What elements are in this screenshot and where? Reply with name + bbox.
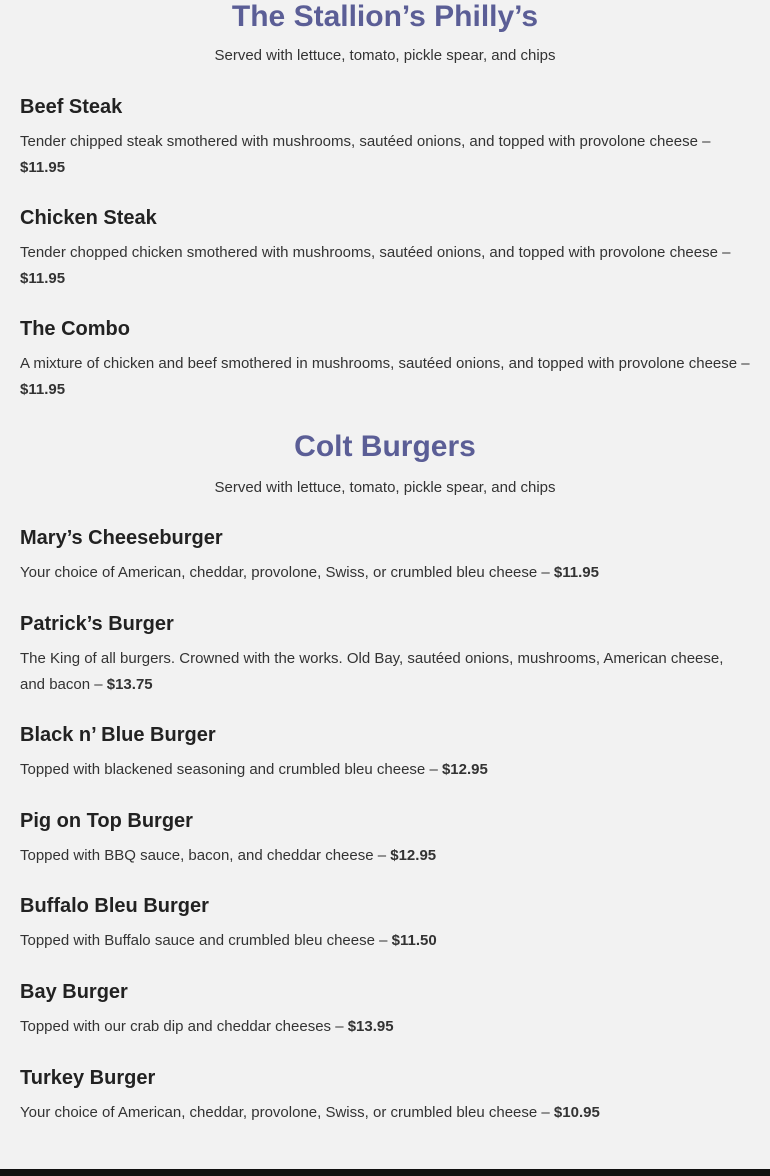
menu-item-name: Bay Burger xyxy=(20,981,128,1003)
menu-item-name: Patrick’s Burger xyxy=(20,613,174,635)
item-price: $11.95 xyxy=(20,381,66,398)
menu-item-description xyxy=(20,843,750,869)
menu-item-name: Beef Steak xyxy=(20,96,123,118)
burgers-section-title: Colt Burgers xyxy=(294,430,476,463)
item-desc-text: Tender chopped chicken smothered with mushrooms, sautéed onions, and topped with provolone cheese – xyxy=(20,244,731,261)
menu-item-description xyxy=(20,560,750,586)
menu-item-description xyxy=(20,1014,750,1040)
item-desc-text: A mixture of chicken and beef smothered in mushrooms, sautéed onions, and topped with provolone cheese – xyxy=(20,355,750,372)
item-price: $11.95 xyxy=(20,159,66,176)
menu-item-name: Mary’s Cheeseburger xyxy=(20,527,223,549)
menu-item-description xyxy=(20,129,750,181)
menu-item-name: Turkey Burger xyxy=(20,1067,156,1089)
item-desc-text: Your choice of American, cheddar, provolone, Swiss, or crumbled bleu cheese – xyxy=(20,1104,554,1121)
item-desc-text: Tender chipped steak smothered with mushrooms, sautéed onions, and topped with provolone cheese – xyxy=(20,133,711,150)
item-desc-text: The King of all burgers. Crowned with the works. Old Bay, sautéed onions, mushrooms, American cheese, and bacon – xyxy=(20,650,724,693)
item-price: $13.95 xyxy=(347,1018,394,1035)
menu-item-name: Chicken Steak xyxy=(20,207,157,229)
item-desc-text: Topped with BBQ sauce, bacon, and cheddar cheese – xyxy=(20,847,391,864)
menu-item-name: Pig on Top Burger xyxy=(20,810,193,832)
item-desc-text: Your choice of American, cheddar, provolone, Swiss, or crumbled bleu cheese – xyxy=(20,564,554,581)
item-price: $13.75 xyxy=(106,676,153,693)
footer-bar xyxy=(0,1169,770,1176)
menu-item-name: Black n’ Blue Burger xyxy=(20,724,216,746)
menu-item-description xyxy=(20,240,750,292)
item-desc-text: Topped with our crab dip and cheddar cheeses – xyxy=(20,1018,348,1035)
menu-item-description xyxy=(20,1100,750,1126)
item-price: $11.95 xyxy=(20,270,66,287)
item-desc-text: Topped with Buffalo sauce and crumbled bleu cheese – xyxy=(20,932,392,949)
menu-item-description xyxy=(20,928,750,954)
item-price: $12.95 xyxy=(441,761,488,778)
menu-item-description xyxy=(20,351,750,403)
menu-item-description xyxy=(20,646,750,698)
item-price: $11.95 xyxy=(553,564,599,581)
item-price: $12.95 xyxy=(390,847,437,864)
menu-item-description xyxy=(20,757,750,783)
burgers-section-subtitle: Served with lettuce, tomato, pickle spear, and chips xyxy=(214,479,556,496)
philly-section-title: The Stallion’s Philly’s xyxy=(231,0,539,33)
philly-section-subtitle: Served with lettuce, tomato, pickle spear, and chips xyxy=(214,47,556,64)
item-price: $10.95 xyxy=(553,1104,600,1121)
menu-item-name: Buffalo Bleu Burger xyxy=(20,895,209,917)
item-desc-text: Topped with blackened seasoning and crumbled bleu cheese – xyxy=(20,761,442,778)
item-price: $11.50 xyxy=(391,932,437,949)
menu-item-name: The Combo xyxy=(20,318,130,340)
